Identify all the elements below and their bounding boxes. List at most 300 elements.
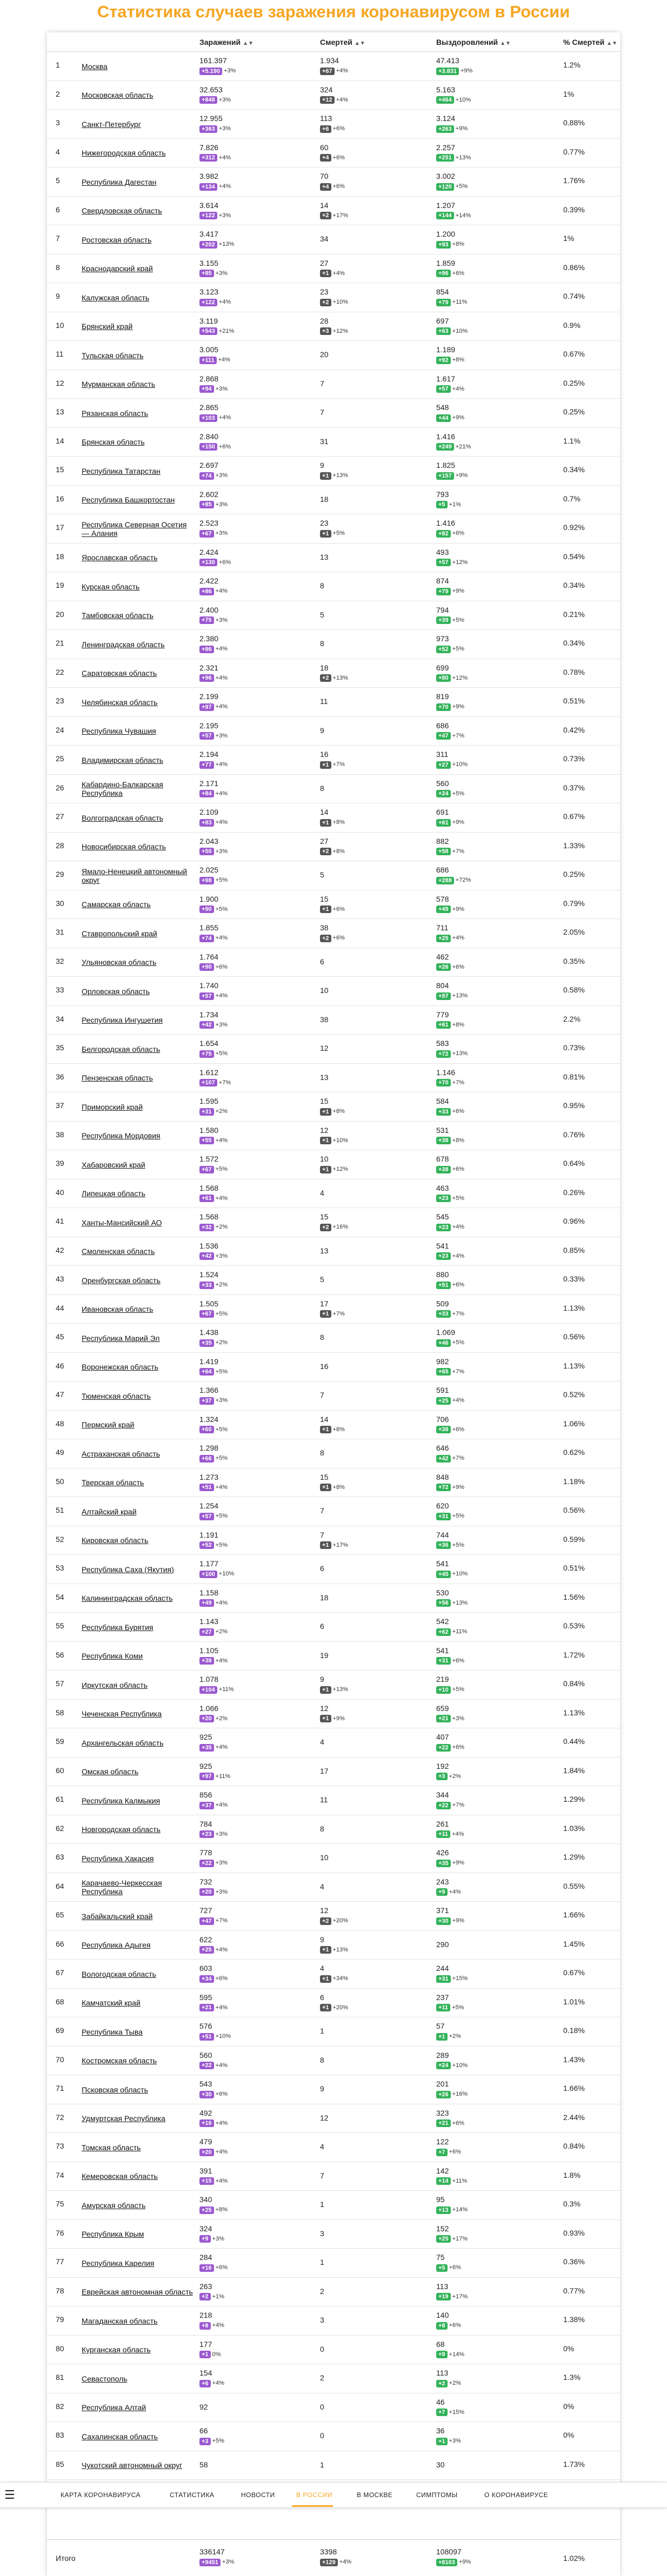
infected-delta-badge: +22 [199,1860,214,1867]
cell-recovered [436,490,461,509]
infected-deltas [199,1512,228,1521]
cell-infected [199,287,231,307]
recovered-value: 36 [436,2426,445,2435]
region-link[interactable]: Оренбургская область [82,1276,161,1285]
region-link[interactable]: Чеченская Республика [82,1709,162,1719]
row-number: 49 [56,1448,64,1457]
cell-recovered [436,923,464,943]
infected-delta-badge: +9 [199,2235,211,2243]
header-infected[interactable] [199,38,254,46]
deaths-value: 12 [320,2113,329,2122]
table-row [47,948,620,977]
region-link[interactable]: Тверская область [82,1478,144,1487]
cell-infected [199,923,228,943]
region-link[interactable]: Челябинская область [82,697,158,707]
infected-delta-badge: +47 [199,1917,214,1925]
infected-delta-pct: +2% [215,1339,228,1346]
cell-recovered [436,1299,464,1319]
deaths-value: 18 [320,663,329,672]
infected-delta-badge: +363 [199,125,217,133]
recovered-delta-badge: +22 [436,1802,451,1809]
cell-deaths [320,750,345,769]
row-number: 3 [56,118,60,127]
region-link[interactable]: Республика Мордовия [82,1131,161,1141]
region-link[interactable]: Еврейская автономная область [82,2287,193,2297]
nav-item-map[interactable]: КАРТА КОРОНАВИРУСА [61,2491,141,2499]
recovered-delta-badge: +120 [436,183,454,191]
cell-recovered [436,1675,464,1694]
region-link[interactable]: Орловская область [82,987,150,996]
deaths-deltas [320,1714,345,1723]
region-link[interactable]: Республика Алтай [82,2403,146,2412]
region-link[interactable]: Новосибирская область [82,842,166,851]
recovered-delta-badge: +33 [436,1310,451,1318]
infected-delta-badge: +1 [199,2351,211,2358]
region-link[interactable]: Рязанская область [82,408,148,418]
infected-delta-badge: +94 [199,385,214,393]
cell-recovered [436,1155,464,1174]
cell-recovered [436,606,464,625]
recovered-deltas [436,2032,461,2041]
table-row [47,254,620,284]
death-pct: 0.33% [563,1274,585,1283]
recovered-delta-badge: +21 [436,1715,451,1722]
region-link[interactable]: Кировская область [82,1536,149,1545]
table-row [47,2220,620,2249]
infected-delta-pct: +4% [215,992,228,999]
header-deaths[interactable] [320,38,365,46]
recovered-delta-badge: +25 [436,2235,451,2243]
region-link[interactable]: Курганская область [82,2345,151,2354]
row-number: 13 [56,407,64,416]
region-link[interactable]: Приморский край [82,1102,143,1111]
death-pct: 0.3% [563,2199,581,2208]
region-link[interactable]: Астраханская область [82,1449,161,1458]
row-number: 5 [56,176,60,185]
deaths-value: 16 [320,750,329,759]
infected-deltas [199,1107,228,1116]
cell-recovered [436,634,464,654]
recovered-deltas [436,2090,468,2099]
nav-item-about[interactable]: О КОРОНАВИРУСЕ [484,2491,549,2499]
cell-deaths [320,2345,324,2354]
sort-icon[interactable]: ▲▼ [606,41,618,46]
deaths-delta-badge: +1 [320,819,331,827]
region-link[interactable]: Республика Северная Осетия — Алания [82,520,187,538]
deaths-value: 23 [320,519,329,527]
region-link[interactable]: Республика Калмыкия [82,1796,161,1805]
cell-infected [199,1068,231,1088]
infected-delta-badge: +16 [199,2264,214,2272]
region-link[interactable]: Ставропольский край [82,929,157,938]
cell-recovered [436,403,464,422]
infected-value: 1.143 [199,1617,219,1626]
region-link[interactable]: Тюменская область [82,1391,151,1400]
region-link[interactable]: Ямало-Ненецкий автономный округ [82,867,188,884]
recovered-delta-badge: +57 [436,385,451,393]
region-link[interactable]: Омская область [82,1767,139,1776]
recovered-delta-pct: +9% [460,68,473,74]
cell-infected [199,866,228,885]
sort-icon[interactable]: ▲▼ [500,41,511,46]
infected-delta-pct: +3% [215,1888,228,1895]
deaths-delta-badge: +2 [320,212,331,219]
region-link[interactable]: Волгоградская область [82,813,163,822]
recovered-deltas [436,702,464,712]
recovered-deltas [436,2408,464,2417]
region-link[interactable]: Магаданская область [82,2316,158,2325]
recovered-delta-pct: +9% [452,1484,464,1491]
recovered-delta-pct: +9% [452,414,464,421]
recovered-value: 560 [436,779,449,788]
region-link[interactable]: Пензенская область [82,1074,153,1083]
region-link[interactable]: Смоленская область [82,1247,155,1256]
region-link[interactable]: Белгородская область [82,1044,161,1054]
recovered-delta-badge: +23 [436,1195,451,1202]
infected-deltas [199,1280,228,1290]
region-link[interactable]: Брянский край [82,322,133,331]
cell-infected [199,750,228,769]
cell-deaths [320,1097,345,1116]
table-row [47,2104,620,2134]
death-pct: 1.38% [563,2315,585,2324]
recovered-value: 46 [436,2397,445,2406]
recovered-deltas [436,1165,464,1174]
infected-value: 1.572 [199,1155,219,1163]
region-link[interactable]: Санкт-Петербург [82,119,141,129]
death-pct: 1.13% [563,1303,585,1312]
region-link[interactable]: Республика Чувашия [82,727,156,736]
cell-infected [199,2051,228,2070]
cell-infected [199,1877,228,1897]
recovered-delta-badge: +10 [436,1686,451,1694]
nav-item-symptoms[interactable]: СИМПТОМЫ [416,2491,458,2499]
region-link[interactable]: Свердловская область [82,206,162,216]
row-number: 59 [56,1737,64,1746]
infected-delta-badge: +20 [199,1715,214,1722]
recovered-delta-badge: +42 [436,1455,451,1463]
recovered-value: 779 [436,1010,449,1019]
recovered-deltas [436,153,471,163]
cell-deaths [320,1189,324,1198]
deaths-value: 19 [320,1651,329,1660]
death-pct: 0.56% [563,1506,585,1514]
region-link[interactable]: Республика Крым [82,2230,144,2239]
region-link[interactable]: Липецкая область [82,1189,145,1198]
region-link[interactable]: Республика Башкортостан [82,495,175,505]
region-link[interactable]: Республика Саха (Якутия) [82,1565,174,1574]
recovered-delta-pct: +9% [455,125,468,132]
deaths-value: 5 [320,870,324,879]
death-pct: 0.39% [563,205,585,214]
infected-value: 2.400 [199,605,219,614]
recovered-delta-pct: +17% [452,2235,468,2242]
recovered-delta-badge: +82 [436,530,451,538]
region-link[interactable]: Республика Адыгея [82,1941,151,1950]
region-link[interactable]: Нижегородская область [82,149,166,158]
region-link[interactable]: Владимирская область [82,755,164,764]
region-link[interactable]: Ленинградская область [82,640,165,649]
row-number: 78 [56,2286,64,2295]
infected-deltas [199,153,231,163]
row-number: 43 [56,1274,64,1283]
infected-delta-badge: +312 [199,154,217,162]
death-pct: 0.67% [563,812,585,821]
region-link[interactable]: Пермский край [82,1420,135,1430]
region-link[interactable]: Ростовская область [82,235,152,244]
infected-deltas [199,1569,234,1579]
region-link[interactable]: Тамбовская область [82,611,154,620]
row-number: 66 [56,1939,64,1948]
region-link[interactable]: Республика Татарстан [82,466,161,475]
row-number: 33 [56,985,64,994]
region-link[interactable]: Удмуртская Республика [82,2114,165,2123]
death-pct: 0.76% [563,1130,585,1139]
region-link[interactable]: Калужская область [82,293,150,302]
infected-deltas [199,1772,230,1781]
region-link[interactable]: Севастополь [82,2374,128,2383]
recovered-delta-pct: +6% [452,1108,464,1115]
region-link[interactable]: Камчатский край [82,1998,141,2008]
cell-infected [199,576,228,596]
region-link[interactable]: Ивановская область [82,1305,154,1314]
region-link[interactable]: Костромская область [82,2056,157,2065]
recovered-value: 646 [436,1444,449,1452]
cell-infected [199,114,231,133]
infected-delta-badge: +67 [199,1166,214,1173]
region-link[interactable]: Мурманская область [82,380,156,389]
region-link[interactable]: Тульская область [82,351,144,360]
region-link[interactable]: Псковская область [82,2085,148,2094]
region-link[interactable]: Республика Дагестан [82,177,157,186]
death-pct: 0.34% [563,465,585,474]
cell-deaths [320,1564,324,1573]
recovered-delta-pct: +5% [452,646,464,652]
cell-infected [199,2460,208,2470]
total-death-pct: 1.02% [563,2554,585,2562]
infected-delta-badge: +86 [199,588,214,595]
recovered-deltas [436,66,472,76]
deaths-deltas [320,1483,345,1492]
infected-delta-badge: +42 [199,1021,214,1029]
region-link[interactable]: Иркутская область [82,1680,148,1689]
deaths-value: 38 [320,1015,329,1024]
recovered-value: 591 [436,1386,449,1394]
region-link[interactable]: Республика Коми [82,1652,143,1661]
cell-deaths [320,986,329,995]
recovered-deltas [436,789,464,799]
cell-infected [199,1675,234,1694]
recovered-deltas [436,124,468,133]
table-row [47,1844,620,1873]
cell-deaths [320,1015,329,1024]
region-link[interactable]: Самарская область [82,900,151,909]
nav-item-statistics[interactable]: СТАТИСТИКА [170,2491,215,2499]
deaths-delta-badge: +1 [320,1426,331,1433]
region-link[interactable]: Новгородская область [82,1825,161,1834]
row-number: 74 [56,2170,64,2179]
cell-infected [199,1299,228,1319]
death-pct: 1.29% [563,1853,585,1861]
row-number: 28 [56,841,64,850]
recovered-delta-badge: +70 [436,1079,451,1086]
infected-delta-pct: +3% [215,501,228,508]
deaths-value: 14 [320,200,329,210]
region-link[interactable]: Краснодарский край [82,264,153,273]
sort-icon[interactable]: ▲▼ [354,41,365,46]
table-row [47,283,620,312]
region-link[interactable]: Алтайский край [82,1507,137,1516]
deaths-delta-badge: +3 [320,327,331,335]
region-link[interactable]: Калининградская область [82,1594,173,1603]
deaths-deltas [320,153,345,163]
cell-deaths [320,2431,324,2440]
region-link[interactable]: Архангельская область [82,1738,164,1747]
infected-deltas [199,1974,228,1983]
infected-delta-badge: +100 [199,1571,217,1578]
infected-value: 58 [199,2460,208,2469]
region-link[interactable]: Курская область [82,582,140,591]
region-link[interactable]: Республика Тыва [82,2027,143,2036]
infected-delta-badge: +543 [199,327,217,335]
cell-deaths [320,611,324,620]
table-row [47,2075,620,2104]
row-number: 21 [56,639,64,647]
recovered-delta-badge: +65 [436,1368,451,1376]
nav-item-russia[interactable]: В РОССИИ [296,2491,332,2499]
region-link[interactable]: Воронежская область [82,1363,158,1372]
cell-deaths [320,1362,329,1371]
infected-delta-pct: +4% [215,1744,228,1750]
infected-delta-pct: +4% [215,2119,228,2126]
region-link[interactable]: Ханты-Мансийский АО [82,1218,162,1227]
infected-value: 161.397 [199,56,227,65]
recovered-deltas [436,1107,464,1116]
deaths-deltas [320,674,348,683]
table-row [47,1035,620,1064]
cell-infected [199,2224,224,2244]
cell-infected [199,317,234,336]
table-row [47,572,620,601]
recovered-delta-pct: +4% [452,1397,464,1404]
infected-delta-pct: +5% [215,1368,228,1375]
region-link[interactable]: Республика Бурятия [82,1622,154,1632]
region-link[interactable]: Саратовская область [82,669,157,678]
infected-delta-pct: +4% [215,1657,228,1664]
recovered-deltas [436,385,464,394]
region-link[interactable]: Томская область [82,2143,141,2152]
recovered-delta-pct: +9% [452,819,464,826]
recovered-delta-badge: +24 [436,2062,451,2069]
cell-recovered [436,1386,464,1405]
infected-deltas [199,1049,228,1058]
infected-deltas [199,1136,228,1145]
region-link[interactable]: Кемеровская область [82,2172,158,2181]
deaths-value: 2 [320,2286,324,2296]
deaths-delta-pct: +20% [332,1917,348,1924]
total-deaths-delta: +129 [320,2559,338,2566]
infected-delta-pct: +3% [215,530,228,536]
recovered-value: 711 [436,923,449,932]
recovered-delta-pct: +13% [452,1599,468,1606]
deaths-value: 8 [320,581,324,590]
nav-item-news[interactable]: НОВОСТИ [241,2491,275,2499]
region-link[interactable]: Москва [82,62,108,71]
infected-delta-pct: +3% [215,472,228,479]
death-pct: 1% [563,89,575,98]
region-link[interactable]: Карачаево-Черкесская Республика [82,1879,162,1896]
deaths-value: 11 [320,697,328,706]
deaths-value: 23 [320,287,329,296]
region-link[interactable]: Вологодская область [82,1969,156,1978]
cell-deaths [320,437,329,446]
infected-value: 7.826 [199,143,219,152]
deaths-value: 1 [320,2200,324,2209]
row-number: 73 [56,2142,64,2150]
infected-value: 2.109 [199,808,219,816]
cell-recovered [436,56,472,76]
cell-infected [199,895,228,914]
cell-deaths [320,923,345,943]
infected-deltas [199,1743,228,1752]
infected-delta-badge: +49 [199,1599,214,1607]
row-number: 39 [56,1159,64,1168]
region-link[interactable]: Амурская область [82,2201,146,2210]
region-link[interactable]: Ярославская область [82,553,158,562]
menu-icon[interactable]: ☰ [4,2488,15,2501]
infected-delta-pct: +3% [215,1830,228,1837]
recovered-delta-badge: +19 [436,2293,451,2300]
bottom-navbar [0,2482,667,2508]
infected-value: 3.614 [199,200,219,210]
cell-infected [199,606,228,625]
region-link[interactable]: Республика Карелия [82,2258,155,2268]
region-link[interactable]: Брянская область [82,438,145,447]
sort-icon[interactable]: ▲▼ [243,41,254,46]
recovered-deltas [436,2350,464,2359]
region-link[interactable]: Республика Марий Эл [82,1333,160,1343]
header-death-pct[interactable] [563,38,617,46]
table-row [47,1006,620,1035]
recovered-delta-badge: +1 [436,2438,448,2445]
region-link[interactable]: Хабаровский край [82,1160,145,1169]
table-row [47,1757,620,1787]
region-link[interactable]: Забайкальский край [82,1911,153,1921]
death-pct: 1.72% [563,1650,585,1659]
region-link[interactable]: Сахалинская область [82,2432,158,2441]
row-number: 57 [56,1679,64,1688]
row-number: 62 [56,1823,64,1833]
nav-item-moscow[interactable]: В МОСКВЕ [357,2491,393,2499]
table-row [47,2364,620,2393]
deaths-delta-badge: +2 [320,299,331,306]
recovered-delta-badge: +13 [436,2206,451,2214]
infected-deltas [199,2292,224,2302]
infected-deltas [199,2177,228,2186]
region-link[interactable]: Республика Ингушетия [82,1016,163,1025]
region-link[interactable]: Кабардино-Балкарская Республика [82,780,164,798]
region-link[interactable]: Московская область [82,91,154,100]
region-link[interactable]: Республика Хакасия [82,1854,154,1863]
region-link[interactable]: Ульяновская область [82,958,157,967]
recovered-delta-pct: +15% [449,2409,464,2416]
header-death-pct-label: % Смертей [563,38,605,46]
region-link[interactable]: Чукотский автономный округ [82,2461,183,2470]
recovered-delta-pct: +6% [452,1426,464,1433]
recovered-value: 793 [436,489,449,499]
header-recovered[interactable] [436,38,511,46]
cell-recovered [436,2224,468,2244]
